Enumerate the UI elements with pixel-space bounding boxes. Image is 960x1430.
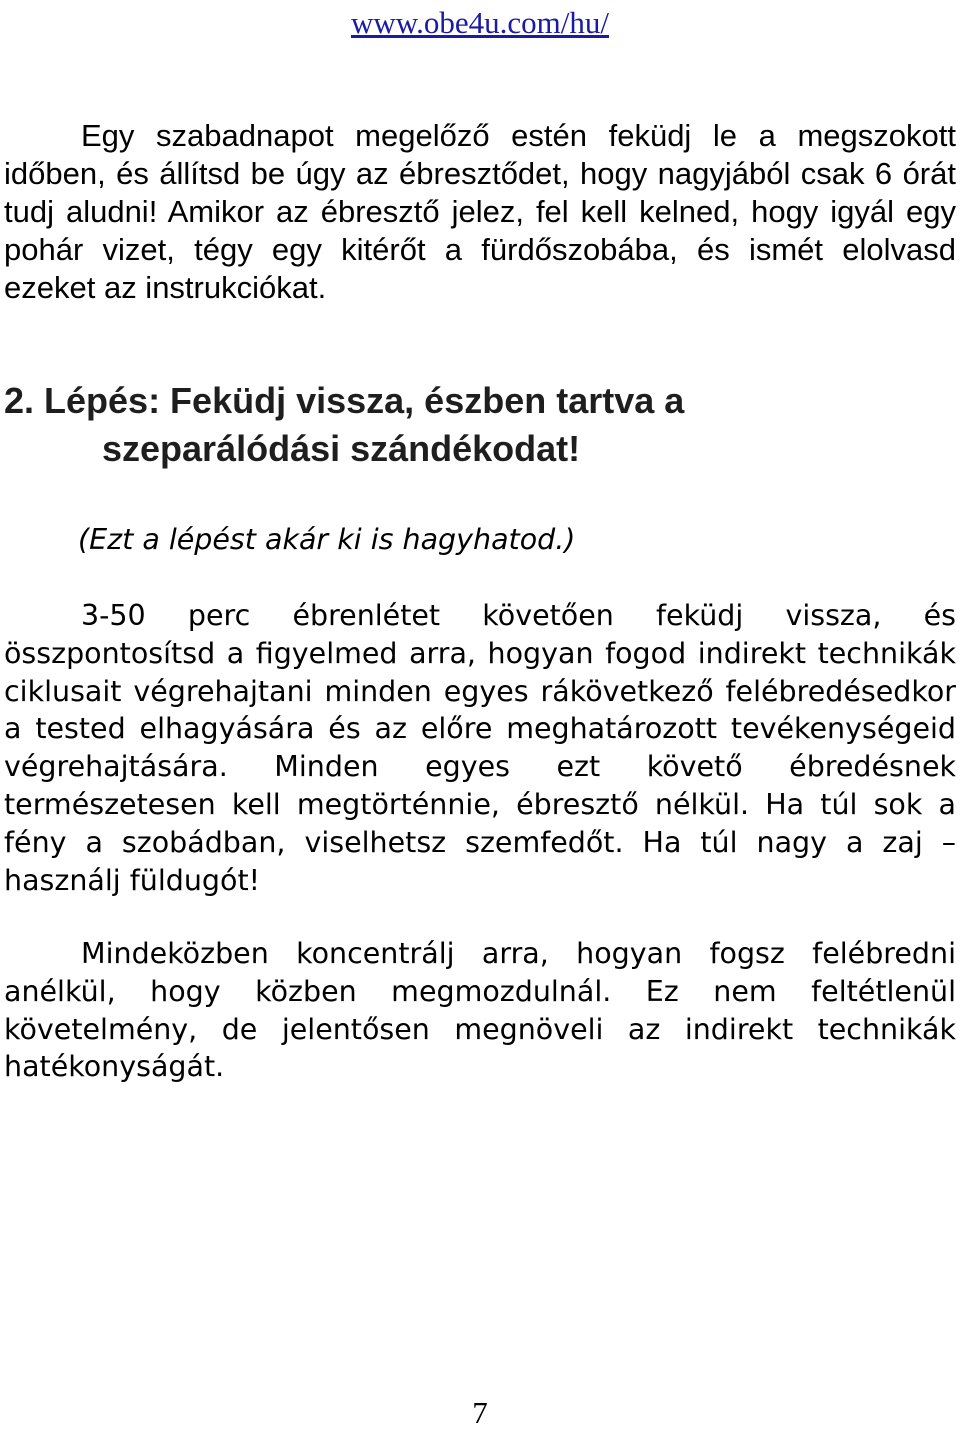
page-number: 7 — [472, 1395, 488, 1430]
instruction-paragraph: 3-50 perc ébrenlétet követően feküdj vissza, és összpontosítsd a figyelmed arra, hogyan fogod indirekt technikák ciklusait végrehajtani minden egyes rákövetkező felébredésedkor a tested elhagyására és az előre meghatározott tevékenységeid végrehajtására. Minden egyes ezt követő ébredésnek természetesen kell megtörténnie, ébresztő nélkül. Ha túl sok a fény a szobádban, viselhetsz szemfedőt. Ha túl nagy a zaj – használj füldugót! — [4, 599, 956, 897]
concentration-paragraph: Mindeközben koncentrálj arra, hogyan fogsz felébredni anélkül, hogy közben megmozdulnál. Ez nem feltétlenül követelmény, de jelentősen megnöveli az indirekt technikák hatékonyságát. — [4, 937, 956, 1084]
intro-paragraph: Egy szabadnapot megelőző estén feküdj le a megszokott időben, és állítsd be úgy az ébresztődet, hogy nagyjából csak 6 órát tudj aludni! Amikor az ébresztő jelez, fel kell kelned, hogy igyál egy pohár vizet, tégy egy kitérőt a fürdőszobába, és ismét elolvasd ezeket az instrukciókat. — [4, 118, 956, 305]
step-heading-line1: 2. Lépés: Feküdj vissza, észben tartva a — [4, 380, 685, 421]
step-heading-line2: szeparálódási szándékodat! — [102, 428, 581, 469]
optional-step-note: (Ezt a lépést akár ki is hagyhatod.) — [78, 523, 576, 556]
header-url-link[interactable]: www.obe4u.com/hu/ — [350, 5, 609, 40]
step-heading — [4, 377, 684, 473]
